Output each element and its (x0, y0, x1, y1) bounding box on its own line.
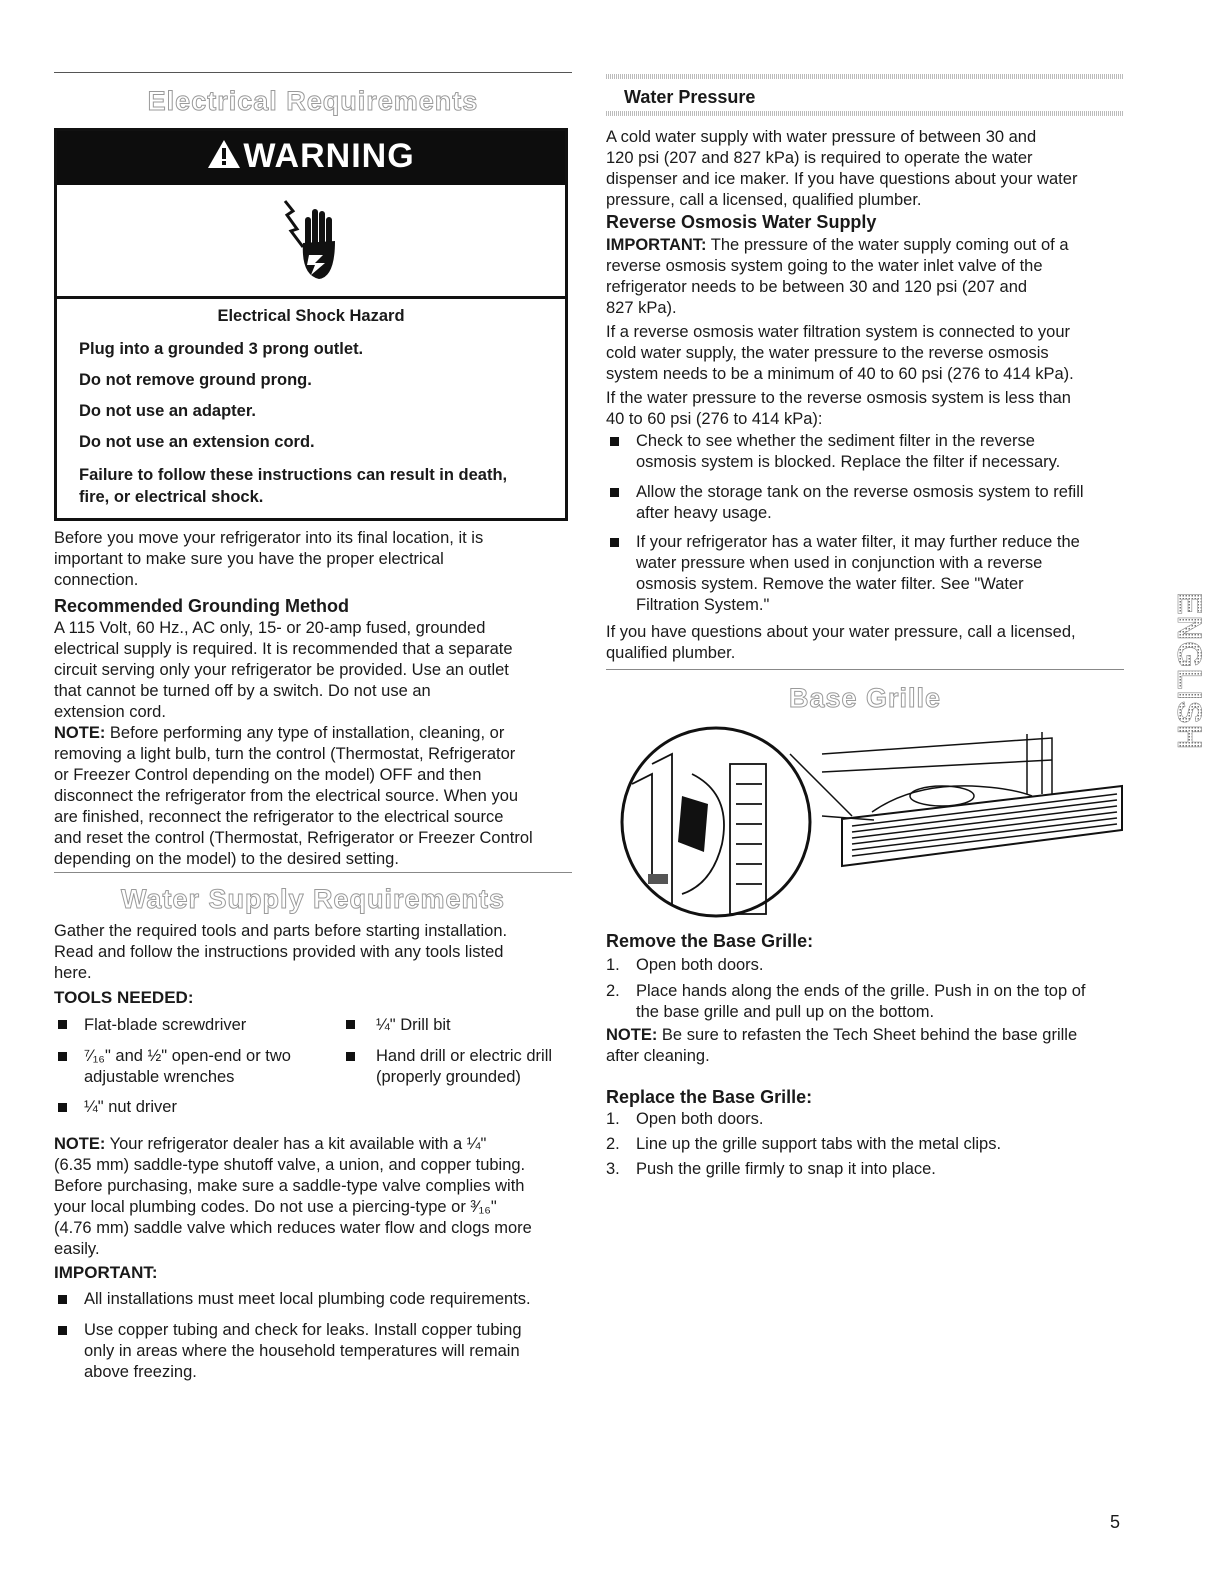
text-line: osmosis system is blocked. Replace the filter if necessary. (636, 453, 1061, 471)
text-line: adjustable wrenches (84, 1068, 235, 1086)
bullet-icon (58, 1020, 67, 1029)
step-text: Open both doors. (636, 956, 764, 974)
text-line (54, 1134, 532, 1155)
text-line: Before purchasing, make sure a saddle-type valve complies with (54, 1177, 525, 1195)
text-line: easily. (54, 1240, 100, 1258)
important-label: IMPORTANT: (606, 236, 707, 254)
ro-bullet-item (636, 482, 1084, 524)
tools-heading: TOOLS NEEDED: (54, 988, 194, 1007)
warning-line: Plug into a grounded 3 prong outlet. (79, 340, 364, 358)
text-line (54, 723, 533, 744)
text-line: that cannot be turned off by a switch. Do not use an (54, 682, 431, 700)
bullet-icon (610, 538, 619, 547)
text-line: A 115 Volt, 60 Hz., AC only, 15- or 20-amp fused, grounded (54, 619, 486, 637)
note-label: NOTE: (606, 1026, 658, 1044)
tool-item (376, 1046, 552, 1088)
warning-failure: Failure to follow these instructions can result in death, (79, 466, 508, 484)
ro-paragraph (606, 388, 1071, 430)
step-number: 2. (606, 1135, 620, 1153)
important-item: All installations must meet local plumbing code requirements. (84, 1290, 531, 1308)
text-line: refrigerator needs to be between 30 and 120 psi (207 and (606, 278, 1028, 296)
important-text: The pressure of the water supply coming out of a (706, 236, 1069, 254)
language-tab-text: ENGLISH (1170, 592, 1208, 751)
text-line: after cleaning. (606, 1047, 710, 1065)
language-tab (1150, 588, 1208, 788)
text-line (606, 1025, 1077, 1046)
grounding-heading: Recommended Grounding Method (54, 596, 349, 616)
text-line: connection. (54, 571, 139, 589)
text-line: reverse osmosis system going to the water inlet valve of the (606, 257, 1043, 275)
text-line: Place hands along the ends of the grille. Push in on the top of (636, 982, 1086, 1000)
step-number: 3. (606, 1160, 620, 1178)
section-divider (54, 72, 572, 73)
note-tech-sheet (606, 1025, 1077, 1067)
bullet-icon (58, 1326, 67, 1335)
text-line: and reset the control (Thermostat, Refrigerator or Freezer Control (54, 829, 533, 847)
text-line: circuit serving only your refrigerator be provided. Use an outlet (54, 661, 509, 679)
text-line: removing a light bulb, turn the control (Thermostat, Refrigerator (54, 745, 516, 763)
important-heading: IMPORTANT: (54, 1263, 158, 1282)
warning-line: Do not use an adapter. (79, 402, 256, 420)
note-label: NOTE: (54, 724, 106, 742)
text-line: osmosis system. Remove the water filter. See "Water (636, 575, 1024, 593)
text-line: the base grille and pull up on the bottom. (636, 1003, 935, 1021)
text-line: dispenser and ice maker. If you have questions about your water (606, 170, 1078, 188)
text-line: water pressure when used in conjunction with a reverse (636, 554, 1043, 572)
page-number: 5 (1110, 1512, 1121, 1532)
step-number: 2. (606, 982, 620, 1000)
dotted-rule (606, 74, 1124, 79)
step-number: 1. (606, 1110, 620, 1128)
tool-item: ¼" nut driver (84, 1098, 177, 1116)
language-tab-graphic (1150, 588, 1208, 788)
text-line: (6.35 mm) saddle-type shutoff valve, a union, and copper tubing. (54, 1156, 526, 1174)
text-line: Before you move your refrigerator into its final location, it is (54, 529, 484, 547)
bullet-icon (346, 1020, 355, 1029)
dotted-rule (606, 111, 1124, 116)
text-line: Use copper tubing and check for leaks. Install copper tubing (84, 1321, 522, 1339)
step-text: Line up the grille support tabs with the metal clips. (636, 1135, 1002, 1153)
note-text: Be sure to refasten the Tech Sheet behind the base grille (657, 1026, 1078, 1044)
warning-box (54, 128, 568, 521)
text-line: depending on the model) to the desired setting. (54, 850, 399, 868)
ro-bullet-item (636, 431, 1060, 473)
text-line: are finished, reconnect the refrigerator to the electrical source (54, 808, 504, 826)
gather-paragraph (54, 921, 507, 984)
important-item (84, 1320, 522, 1383)
text-line: cold water supply, the water pressure to the reverse osmosis (606, 344, 1049, 362)
warning-hazard: Electrical Shock Hazard (217, 307, 405, 325)
step-number: 1. (606, 956, 620, 974)
text-line: your local plumbing codes. Do not use a piercing-type or ³⁄₁₆" (54, 1198, 497, 1216)
text-line: above freezing. (84, 1363, 197, 1381)
text-line: Hand drill or electric drill (376, 1047, 553, 1065)
section-divider (606, 669, 1124, 670)
warning-title-text: WARNING (243, 137, 415, 175)
text-line: 40 to 60 psi (276 to 414 kPa): (606, 410, 823, 428)
text-line: electrical supply is required. It is recommended that a separate (54, 640, 513, 658)
tool-item (84, 1046, 291, 1088)
text-line: pressure, call a licensed, qualified plumber. (606, 191, 922, 209)
note-label: NOTE: (54, 1135, 106, 1153)
water-pressure-paragraph (606, 127, 1077, 211)
text-line: after heavy usage. (636, 504, 772, 522)
ro-closing-paragraph (606, 622, 1076, 664)
bullet-icon (610, 488, 619, 497)
text-line: Gather the required tools and parts before starting installation. (54, 922, 508, 940)
grounding-paragraph (54, 618, 513, 723)
warning-line: Do not remove ground prong. (79, 371, 312, 389)
text-line: If the water pressure to the reverse osmosis system is less than (606, 389, 1071, 407)
text-line: 120 psi (207 and 827 kPa) is required to operate the water (606, 149, 1033, 167)
bullet-icon (346, 1052, 355, 1061)
base-grille-illustration (612, 724, 1132, 920)
text-line: extension cord. (54, 703, 166, 721)
text-line: important to make sure you have the proper electrical (54, 550, 444, 568)
text-line: system needs to be a minimum of 40 to 60 psi (276 to 414 kPa). (606, 365, 1074, 383)
warning-line: Do not use an extension cord. (79, 433, 315, 451)
warning-band (57, 131, 565, 185)
bullet-icon (610, 437, 619, 446)
text-line: If a reverse osmosis water filtration system is connected to your (606, 323, 1071, 341)
electrical-requirements-title: Electrical Requirements (147, 86, 479, 116)
text-line: (4.76 mm) saddle valve which reduces water flow and clogs more (54, 1219, 532, 1237)
section-divider (54, 872, 572, 873)
note-text: Before performing any type of installation, cleaning, or (105, 724, 505, 742)
text-line: Filtration System." (636, 596, 770, 614)
warning-divider (57, 296, 565, 299)
text-line: A cold water supply with water pressure of between 30 and (606, 128, 1037, 146)
warning-failure: fire, or electrical shock. (79, 488, 264, 506)
tool-item: Flat-blade screwdriver (84, 1016, 247, 1034)
bullet-icon (58, 1052, 67, 1061)
text-line: only in areas where the household temperatures will remain (84, 1342, 520, 1360)
text-line: If your refrigerator has a water filter, it may further reduce the (636, 533, 1080, 551)
electric-shock-hand-icon (279, 195, 345, 285)
water-supply-title: Water Supply Requirements (120, 884, 506, 914)
note-kit-paragraph (54, 1134, 532, 1260)
remove-grille-heading: Remove the Base Grille: (606, 931, 814, 951)
bullet-icon (58, 1103, 67, 1112)
text-line: Read and follow the instructions provided with any tools listed (54, 943, 504, 961)
tool-item: ¼" Drill bit (376, 1016, 451, 1034)
note-text: Your refrigerator dealer has a kit available with a ¼" (105, 1135, 487, 1153)
text-line: here. (54, 964, 92, 982)
text-line: Allow the storage tank on the reverse osmosis system to refill (636, 483, 1084, 501)
step-text: Push the grille firmly to snap it into place. (636, 1160, 936, 1178)
before-move-paragraph (54, 528, 483, 591)
text-line: qualified plumber. (606, 644, 736, 662)
warning-title (57, 137, 565, 176)
text-line: or Freezer Control depending on the model) OFF and then (54, 766, 482, 784)
ro-paragraph (606, 322, 1074, 385)
step-text (636, 981, 1085, 1023)
note-paragraph (54, 723, 533, 870)
text-line: If you have questions about your water pressure, call a licensed, (606, 623, 1076, 641)
water-pressure-heading: Water Pressure (624, 87, 756, 107)
text-line: 827 kPa). (606, 299, 677, 317)
text-line: disconnect the refrigerator from the electrical source. When you (54, 787, 519, 805)
text-line: ⁷⁄₁₆" and ½" open-end or two (84, 1047, 291, 1065)
step-text: Open both doors. (636, 1110, 764, 1128)
reverse-osmosis-heading: Reverse Osmosis Water Supply (606, 212, 877, 232)
replace-grille-heading: Replace the Base Grille: (606, 1087, 813, 1107)
text-line: (properly grounded) (376, 1068, 521, 1086)
ro-bullet-item (636, 532, 1080, 616)
warning-triangle-icon (207, 139, 241, 169)
text-line (606, 235, 1069, 256)
ro-important-paragraph (606, 235, 1069, 319)
base-grille-title: Base Grille (788, 683, 942, 713)
text-line: Check to see whether the sediment filter in the reverse (636, 432, 1035, 450)
bullet-icon (58, 1295, 67, 1304)
